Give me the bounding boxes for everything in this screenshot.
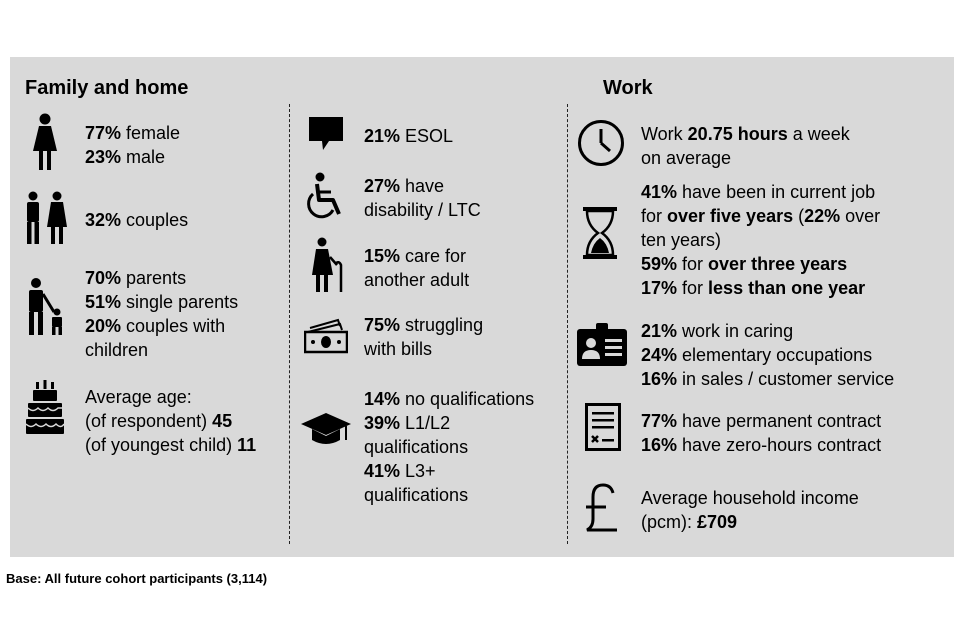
elderly-person-icon (308, 237, 346, 293)
birthday-cake-icon (25, 380, 65, 435)
female-icon (30, 113, 60, 171)
average-age-label: Average age: (85, 387, 192, 407)
income-stat: Average household income (pcm): £709 (641, 488, 859, 532)
contract-stats: 77% have permanent contract 16% have zero-hours contract (641, 411, 882, 455)
work-heading: Work (603, 77, 653, 99)
bills-stat: 75% struggling with bills (364, 315, 484, 359)
parent-child-icon (24, 278, 66, 336)
esol-stat: 21% ESOL (364, 126, 454, 146)
clock-icon (577, 119, 625, 167)
couples-stat: 32% couples (85, 210, 189, 230)
graduation-cap-icon (300, 412, 352, 448)
couple-icon (22, 191, 68, 245)
gender-stats (85, 121, 180, 169)
occupation-stats: 21% work in caring 24% elementary occupations 16% in sales / customer service (641, 321, 895, 389)
speech-bubble-icon (307, 117, 345, 151)
contract-document-icon (585, 403, 621, 451)
column-divider-left (289, 104, 290, 544)
couples-children-stat: 20% couples with (85, 316, 226, 336)
column-divider-right (567, 104, 568, 544)
parents-stat: 70% parents (85, 268, 187, 288)
hourglass-icon (583, 207, 617, 259)
tenure-stats: 41% have been in current job for over five years (22% over ten years) 59% for over three years 17% for less than one year (641, 182, 881, 298)
disability-stat: 27% have disability / LTC (364, 176, 481, 220)
age-stats (85, 385, 256, 457)
family-heading: Family and home (25, 77, 189, 99)
base-note: Base: All future cohort participants (3,114) (6, 571, 268, 586)
couples-children-stat-cont: children (85, 340, 149, 360)
female-stat: 77% female (85, 123, 181, 143)
wheelchair-icon (305, 172, 347, 220)
respondent-age: (of respondent) 45 (85, 411, 233, 431)
money-bills-icon (304, 318, 348, 354)
carer-stat: 15% care for another adult (364, 246, 470, 290)
pound-icon (583, 483, 619, 533)
hours-stat: Work 20.75 hours a week on average (641, 124, 850, 168)
qualifications-stats: 14% no qualifications 39% L1/L2 qualifications 41% L3+ qualifications (364, 389, 535, 505)
id-badge-icon (576, 323, 628, 367)
parents-stats (85, 266, 238, 362)
male-stat: 23% male (85, 147, 166, 167)
youngest-child-age: (of youngest child) 11 (85, 435, 257, 455)
single-parents-stat: 51% single parents (85, 292, 239, 312)
